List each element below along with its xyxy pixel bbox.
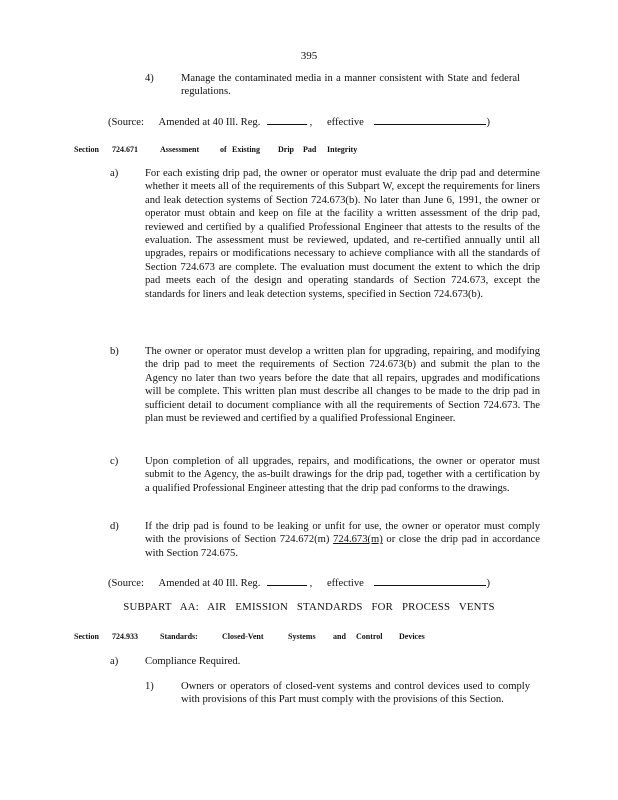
item-d-underlined-ref: 724.673(m)	[333, 534, 383, 546]
section-title-word: Systems	[288, 632, 316, 641]
section-title-word: Assessment	[160, 145, 200, 154]
section-724-933-heading	[0, 630, 618, 642]
section-724-671-item-c	[110, 455, 540, 495]
source-reg-blank	[267, 114, 307, 125]
source-date-blank	[374, 114, 486, 125]
item-label: c)	[110, 456, 119, 467]
item-text: Compliance Required.	[145, 656, 241, 667]
item-label: a)	[110, 656, 119, 667]
section-724-671-item-b	[110, 345, 540, 425]
subpart-heading: SUBPART AA: AIR EMISSION STANDARDS FOR PROCESS VENTS	[123, 601, 495, 613]
section-title-word: Devices	[399, 632, 425, 641]
item-4-text: Manage the contaminated media in a manner consistent with State and federal regulations.	[181, 73, 520, 98]
section-title-word: Drip	[278, 145, 294, 154]
source-prefix: (Source:	[108, 578, 144, 589]
source-amended: Amended at 40 Ill. Reg.	[158, 117, 261, 128]
source-prefix: (Source:	[108, 117, 144, 128]
source-effective: effective	[326, 578, 364, 589]
section-724-671-item-a	[110, 167, 540, 301]
item-text: For each existing drip pad, the owner or operator must evaluate the drip pad and determine whether it meets all of the requirements of this Subpart W, except the requirements for liners and leak detection systems of Section 724.673(b). No later than June 6, 1991, the owner or operator must obtain and keep on file at the facility a written assessment of the drip pad, reviewed and certified by a qualified Professional Engineer that attests to the results of the evaluation. The assessment must be reviewed, updated, and re-certified annually until all upgrades, repairs or modifications necessary to achieve compliance with all the standards of Section 724.673 are complete. The evaluation must document the extent to which the drip pad meets each of the design and operating standards of Section 724.673, except the standards for liners and leak detection systems, specified in Section 724.673(b).	[145, 168, 540, 300]
item-text	[145, 520, 540, 560]
source-amended: Amended at 40 Ill. Reg.	[158, 578, 261, 589]
section-title-word: Control	[356, 632, 383, 641]
section-title-word: Integrity	[327, 145, 358, 154]
page-number: 395	[300, 50, 318, 62]
section-title-word: Existing	[232, 145, 261, 154]
source-effective: effective	[326, 117, 364, 128]
source-close: )	[486, 578, 491, 589]
section-word: Section	[74, 145, 99, 154]
section-title-word: Pad	[303, 145, 317, 154]
section-title-word: of	[220, 145, 227, 154]
item-text: Upon completion of all upgrades, repairs, and modifications, the owner or operator must submit to the Agency, the as-built drawings for the drip pad, together with a certification by a qualified Professional Engineer attesting that the drip pad conforms to the drawings.	[145, 456, 540, 494]
item-d-text-after: or close the drip pad in accordance with Section 724.675.	[145, 534, 540, 559]
section-724-671-heading	[0, 143, 618, 155]
source-line-1: (Source: Amended at 40 Ill. Reg. , effective )	[108, 114, 490, 129]
section-724-671-item-d	[110, 520, 540, 560]
source-date-blank	[374, 575, 486, 586]
section-title-word: Standards:	[160, 632, 198, 641]
item-4-label: 4)	[145, 73, 154, 84]
section-724-933-item-a	[110, 655, 540, 668]
item-label: a)	[110, 168, 119, 179]
source-reg-blank	[267, 575, 307, 586]
section-title-word: and	[333, 632, 346, 641]
section-number: 724.933	[112, 632, 138, 641]
item-d-text-before: If the drip pad is found to be leaking or unfit for use, the owner or operator must comply with the provisions of Section 724.672(m)	[145, 521, 540, 546]
source-close: )	[486, 117, 491, 128]
item-text: The owner or operator must develop a written plan for upgrading, repairing, and modifying the drip pad to meet the requirements of Section 724.673(b) and submit the plan to the Agency no later than two years before the date that all repairs, upgrades and modifications will be complete. This written plan must describe all changes to be made to the drip pad in sufficient detail to document compliance with all the requirements of Section 724.673. The plan must be reviewed and certified by a qualified Professional Engineer.	[145, 346, 540, 425]
item-label: b)	[110, 346, 119, 357]
section-word: Section	[74, 632, 99, 641]
section-title-word: Closed-Vent	[222, 632, 264, 641]
item-label: d)	[110, 521, 119, 532]
item-4	[145, 72, 520, 99]
section-724-933-item-1	[145, 680, 530, 707]
source-line-2: (Source: Amended at 40 Ill. Reg. , effective )	[108, 575, 490, 590]
section-number: 724.671	[112, 145, 138, 154]
item-text: Owners or operators of closed-vent systems and control devices used to comply with provisions of this Part must comply with the provisions of this Section.	[181, 681, 530, 706]
item-label: 1)	[145, 681, 154, 692]
